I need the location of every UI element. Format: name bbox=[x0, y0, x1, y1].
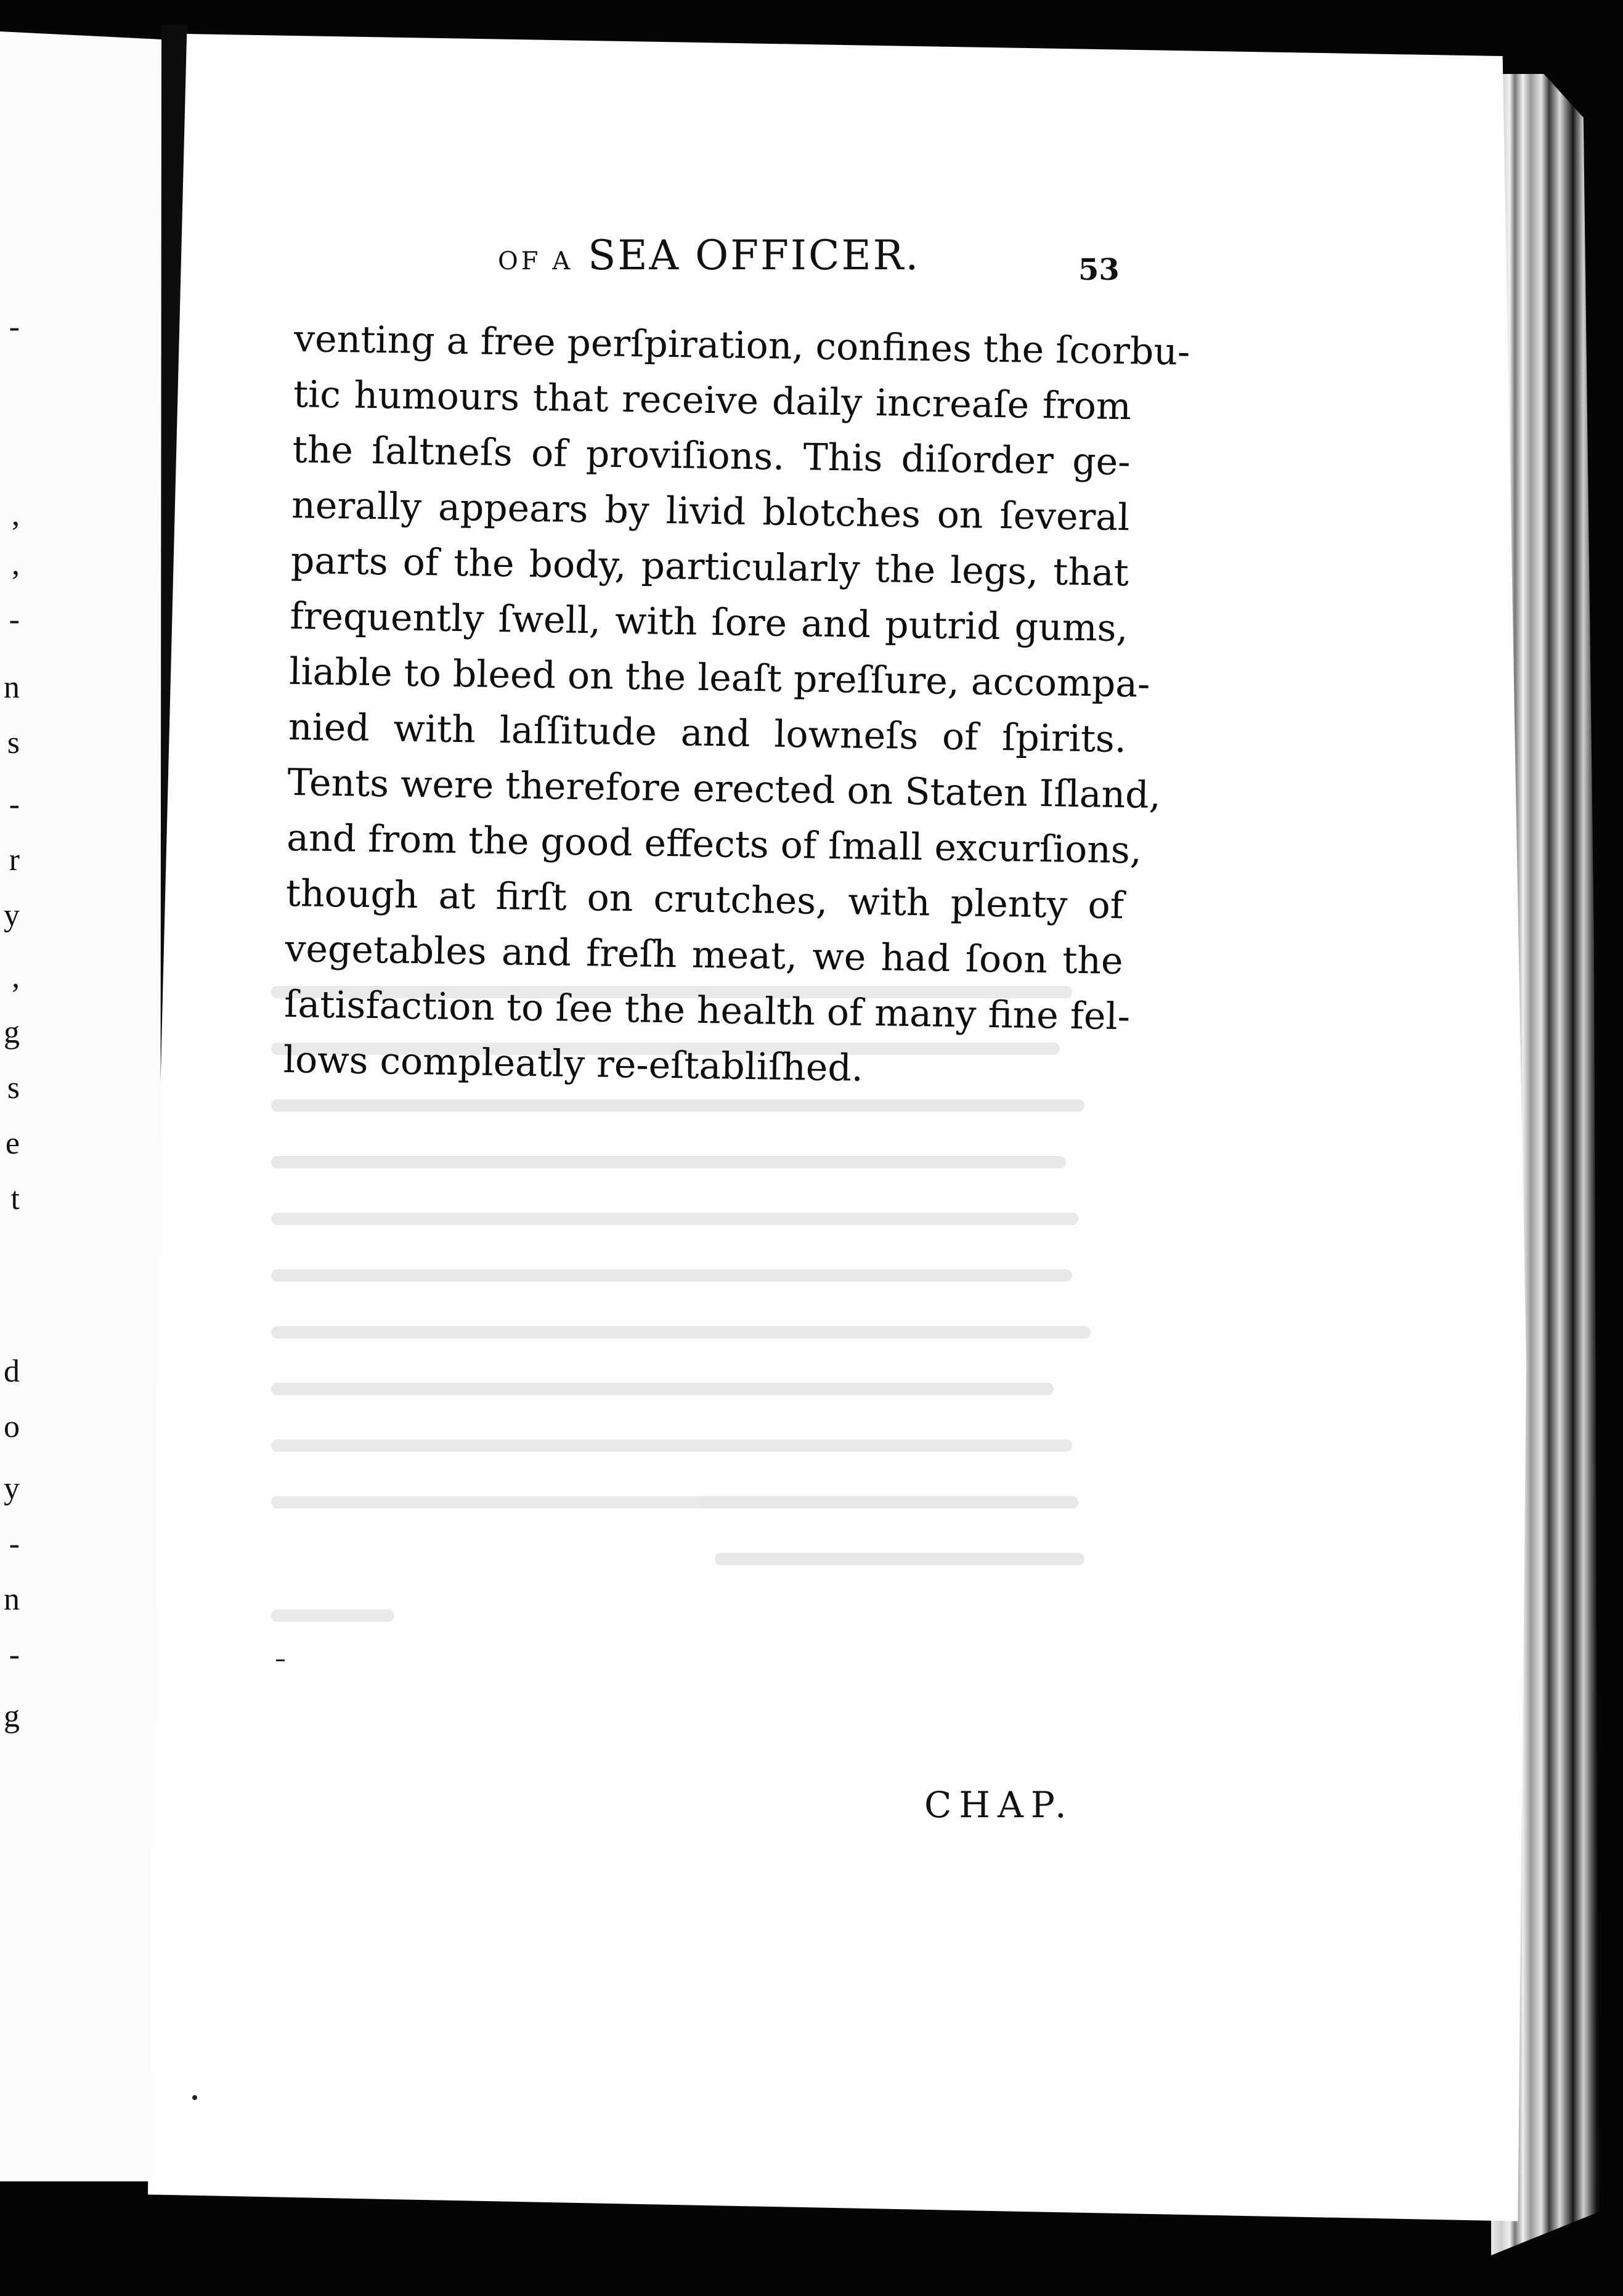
edge-fragment: r bbox=[9, 842, 20, 877]
running-head-prefix: OF A bbox=[498, 247, 574, 275]
text-line: liable to bleed on the leaſt preſſure, accompa- bbox=[288, 649, 1150, 706]
text-line: Tents were therefore erected on Staten Iſland, bbox=[287, 760, 1161, 817]
edge-fragment: g bbox=[4, 1699, 20, 1734]
edge-fragment: - bbox=[9, 1526, 20, 1561]
edge-fragment: y bbox=[4, 898, 20, 933]
text-line: frequently ſwell, with ſore and putrid gums, bbox=[290, 594, 1129, 651]
running-head-title: SEA OFFICER. bbox=[588, 232, 921, 279]
text-line: the ſaltneſs of proviſions. This diſorder ge- bbox=[292, 428, 1131, 484]
edge-fragment: n bbox=[4, 1582, 20, 1617]
page-number: 53 bbox=[1078, 253, 1120, 287]
text-line: lows compleatly re-eſtabliſhed. bbox=[283, 1038, 864, 1090]
edge-fragment: o bbox=[4, 1409, 20, 1444]
text-line: vegetables and freſh meat, we had ſoon the bbox=[285, 927, 1124, 983]
text-line: nerally appears by livid blotches on ſeveral bbox=[291, 483, 1130, 540]
text-line: ſatisfaction to ſee the health of many fine fel- bbox=[283, 982, 1131, 1039]
edge-fragment: s bbox=[7, 1070, 20, 1105]
body-text bbox=[283, 311, 1190, 1100]
edge-fragment: g bbox=[4, 1015, 20, 1050]
facing-page-edge-text bbox=[0, 0, 25, 2296]
edge-fragment: , bbox=[12, 959, 20, 995]
page-speck bbox=[276, 1659, 285, 1661]
text-line: tic humours that receive daily increaſe from bbox=[293, 372, 1132, 429]
edge-fragment: - bbox=[9, 309, 20, 344]
text-line: venting a free perſpiration, confines the ſcorbu- bbox=[293, 317, 1190, 374]
edge-fragment: n bbox=[4, 670, 20, 705]
edge-fragment: d bbox=[4, 1354, 20, 1389]
running-head bbox=[498, 232, 954, 281]
edge-fragment: , bbox=[12, 547, 20, 582]
edge-fragment: e bbox=[5, 1126, 20, 1161]
edge-fragment: - bbox=[9, 602, 20, 637]
text-line: though at firſt on crutches, with plenty of bbox=[285, 871, 1125, 928]
edge-fragment: t bbox=[10, 1181, 20, 1216]
edge-fragment: y bbox=[4, 1471, 20, 1506]
page-speck bbox=[192, 2095, 197, 2100]
edge-fragment: - bbox=[9, 787, 20, 822]
catchword: CHAP. bbox=[924, 1784, 1074, 1826]
edge-fragment: , bbox=[12, 497, 20, 532]
text-line: and from the good effects of ſmall excurſions, bbox=[286, 816, 1142, 873]
text-line: nied with laſſitude and lowneſs of ſpirits. bbox=[288, 705, 1127, 762]
edge-fragment: s bbox=[7, 725, 20, 760]
edge-fragment: - bbox=[9, 1637, 20, 1672]
text-line: parts of the body, particularly the legs, that bbox=[290, 539, 1129, 595]
